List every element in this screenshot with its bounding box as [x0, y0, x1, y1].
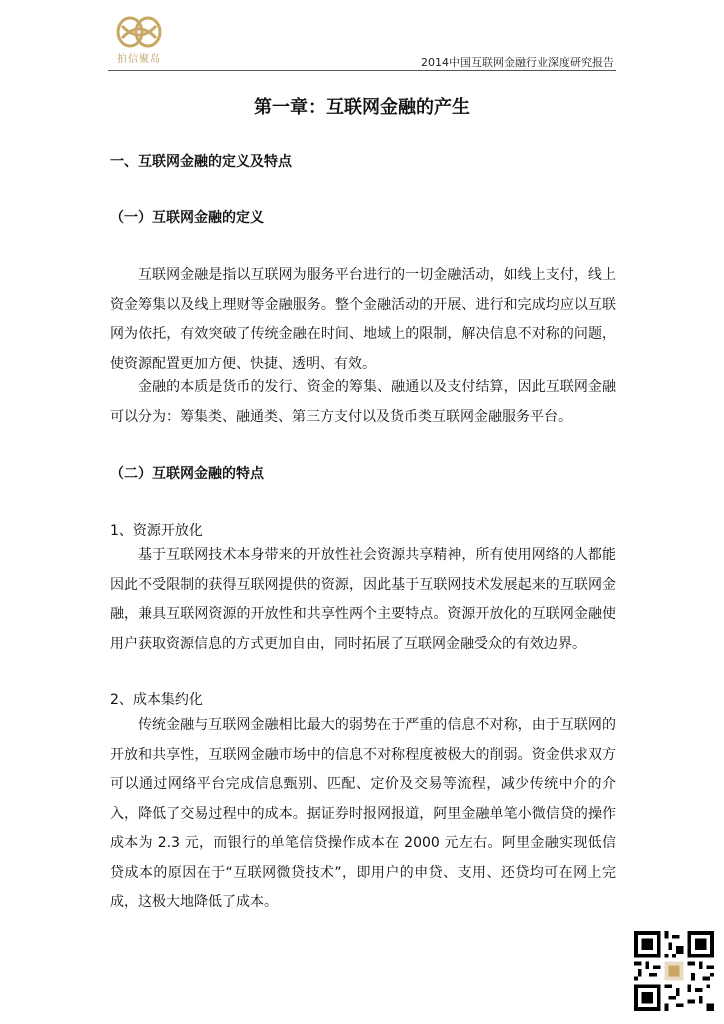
- qr-code-icon: [634, 931, 714, 1011]
- page-title: 第一章：互联网金融的产生: [254, 97, 470, 118]
- logo-knot-icon: [108, 14, 170, 54]
- logo-text: 拍信聚岛: [117, 54, 161, 65]
- section-heading: 一、互联网金融的定义及特点: [110, 154, 292, 170]
- feature-label-1: 1、资源开放化: [110, 523, 203, 539]
- header-divider: [108, 70, 616, 71]
- feature-paragraph-1: 基于互联网技术本身带来的开放性社会资源共享精神，所有使用网络的人都能因此不受限制的获得互联网提供的资源，因此基于互联网技术发展起来的互联网金融，兼具互联网资源的开放性和共享性两个主要特点。资源开放化的互联网金融使用户获取资源信息的方式更加自由，同时拓展了互联网金融受众的有效边界。: [110, 547, 616, 652]
- feature-label-2: 2、成本集约化: [110, 692, 203, 708]
- feature-paragraph-2: 传统金融与互联网金融相比最大的弱势在于严重的信息不对称，由于互联网的开放和共享性，互联网金融市场中的信息不对称程度被极大的削弱。资金供求双方可以通过网络平台完成信息甄别、匹配、定价及交易等流程，减少传统中介的介入，降低了交易过程中的成本。据证券时报网报道，阿里金融单笔小微信贷的操作成本为 2.3 元，而银行的单笔信贷操作成本在 2000 元左右。阿里金融实现低信贷成本的原因在于“互联网微贷技术”，即用户的申贷、支用、还贷均可在网上完成，这极大地降低了成本。: [110, 717, 616, 910]
- report-header-title: 2014中国互联网金融行业深度研究报告: [421, 56, 614, 69]
- definition-paragraph-2: 金融的本质是货币的发行、资金的筹集、融通以及支付结算，因此互联网金融可以分为：筹集类、融通类、第三方支付以及货币类互联网金融服务平台。: [110, 379, 616, 425]
- company-logo: [108, 14, 170, 66]
- definition-paragraph-1: 互联网金融是指以互联网为服务平台进行的一切金融活动，如线上支付，线上资金筹集以及线上理财等金融服务。整个金融活动的开展、进行和完成均应以互联网为依托，有效突破了传统金融在时间、地域上的限制，解决信息不对称的问题，使资源配置更加方便、快捷、透明、有效。: [110, 267, 616, 372]
- subsection-heading-definition: （一）互联网金融的定义: [110, 210, 264, 226]
- subsection-heading-features: （二）互联网金融的特点: [110, 466, 264, 482]
